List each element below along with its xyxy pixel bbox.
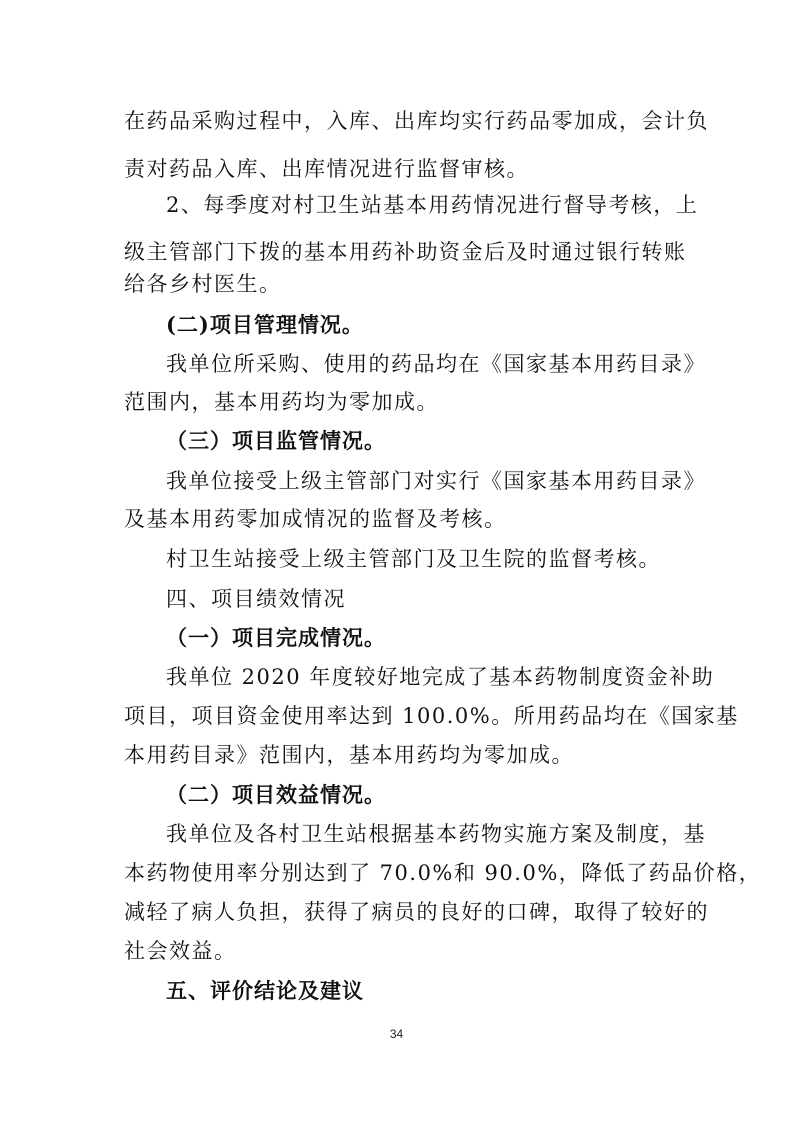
paragraph-line: 范围内，基本用药均为零加成。: [124, 390, 439, 414]
section-heading: （一）项目完成情况。: [166, 625, 386, 650]
section-heading: （二）项目效益情况。: [166, 782, 386, 807]
paragraph-line: 我单位所采购、使用的药品均在《国家基本用药目录》: [166, 352, 706, 376]
paragraph-line: 给各乡村医生。: [124, 272, 282, 296]
paragraph-line: 村卫生站接受上级主管部门及卫生院的监督考核。: [166, 547, 661, 571]
paragraph-line: 我单位 2020 年度较好地完成了基本药物制度资金补助: [166, 665, 715, 689]
paragraph-line: 本药物使用率分别达到了 70.0%和 90.0%，降低了药品价格，: [124, 861, 762, 885]
paragraph-line: 本用药目录》范围内，基本用药均为零加成。: [124, 743, 574, 767]
paragraph-line: 级主管部门下拨的基本用药补助资金后及时通过银行转账: [124, 240, 687, 264]
page-number: 34: [389, 1027, 404, 1041]
section-heading: 四、项目绩效情况: [166, 587, 346, 611]
paragraph-line: 及基本用药零加成情况的监督及考核。: [124, 507, 507, 531]
paragraph-line: 在药品采购过程中，入库、出库均实行药品零加成，会计负: [124, 109, 709, 133]
section-heading: （三）项目监管情况。: [166, 428, 386, 453]
section-heading: (二)项目管理情况。: [166, 312, 364, 337]
paragraph-line: 我单位及各村卫生站根据基本药物实施方案及制度，基: [166, 822, 706, 846]
paragraph-line: 减轻了病人负担，获得了病员的良好的口碑，取得了较好的: [124, 900, 709, 924]
paragraph-line: 项目，项目资金使用率达到 100.0%。所用药品均在《国家基: [124, 704, 739, 728]
paragraph-line: 我单位接受上级主管部门对实行《国家基本用药目录》: [166, 469, 706, 493]
section-heading: 五、评价结论及建议: [166, 978, 364, 1003]
paragraph-line: 2、每季度对村卫生站基本用药情况进行督导考核，上: [166, 193, 699, 217]
paragraph-line: 责对药品入库、出库情况进行监督审核。: [124, 157, 529, 181]
paragraph-line: 社会效益。: [124, 939, 237, 963]
